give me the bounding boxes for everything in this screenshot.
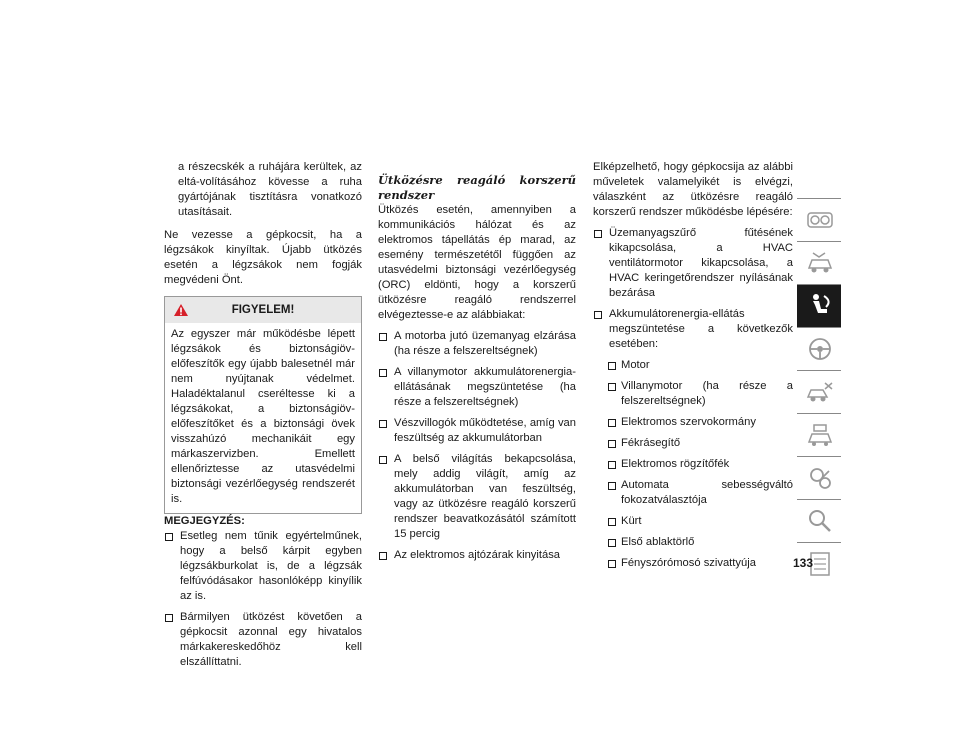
checkbox-bullet-icon [608,461,616,469]
sub-list-item: Automata sebességváltó fokozatválasztója [593,478,793,508]
car-crash-icon [805,377,835,407]
list-item: Akkumulátorenergia-ellátás megszüntetése a következők esetében: [593,307,793,352]
checkbox-bullet-icon [594,311,602,319]
list-item: Vészvillogók működtetése, amíg van feszültség az akkumulátorban [378,416,576,446]
checkbox-bullet-icon [594,230,602,238]
column-middle [378,173,576,563]
sub-list-item: Fékrásegítő [593,436,793,451]
car-dashboard-icon [805,205,835,235]
sub-list-item: Villanymotor (ha része a felszereltségnek) [593,379,793,409]
checkbox-bullet-icon [608,362,616,370]
checkbox-bullet-icon [608,482,616,490]
list-item: Bármilyen ütközést követően a gépkocsit azonnal egy hivatalos márkakereskedőhöz kell elszállíttatni. [164,610,362,670]
checkbox-bullet-icon [165,533,173,541]
checkbox-bullet-icon [608,539,616,547]
list-item: A motorba jutó üzemanyag elzárása (ha része a felszereltségnek) [378,329,576,359]
warning-text: Az egyszer már működésbe lépett légzsákok és biztonságiöv-előfeszítők egy újabb balesetnél már nem nyújtanak védelmet. Haladéktalanul cseréltesse ki a légzsákokat, a biztonságiöv-előfeszítőket és a biztonsági övek visszahúzó mechanikáit egy márkaszervizben. Emellett ellenőriztesse az utasvédelmi biztonsági vezérlőegység rendszerét is. [171,328,355,505]
section-heading: Ütközésre reagáló korszerű rendszer [378,173,576,202]
checkbox-bullet-icon [608,518,616,526]
tab-technical[interactable] [797,456,841,499]
tab-dashboard[interactable] [797,198,841,241]
list-item: Üzemanyagszűrő fűtésének kikapcsolása, a HVAC ventilátormotor kikapcsolása, a HVAC keringetőrendszer nyílásának bezárása [593,226,793,301]
tools-icon [805,463,835,493]
steering-wheel-icon [805,334,835,364]
warning-triangle-icon [173,303,189,317]
list-item: A villanymotor akkumulátorenergia-ellátásának megszüntetése (ha része a felszereltségnek) [378,365,576,410]
checkbox-bullet-icon [379,552,387,560]
checkbox-bullet-icon [379,456,387,464]
checkbox-bullet-icon [165,614,173,622]
column-left [164,160,362,670]
tab-safety[interactable] [797,284,841,327]
notes-heading: MEGJEGYZÉS: [164,515,245,527]
intro-paragraph: Elképzelhető, hogy gépkocsija az alábbi műveletek valamelyikét is elvégzi, válaszként az ütközésre reagáló korszerű rendszer működésbe lépésére: [593,161,793,218]
tab-emergency[interactable] [797,370,841,413]
list-item: A belső világítás bekapcsolása, mely addig világít, amíg az akkumulátorban van feszültség, vagy az ütközésre reagáló korszerű rendszer beavatkozásától számított 15 percig [378,452,576,542]
sub-list-item: Első ablaktörlő [593,535,793,550]
service-car-icon [805,420,835,450]
warning-header [165,297,361,323]
tab-car-info[interactable] [797,241,841,284]
checkbox-bullet-icon [608,440,616,448]
column-right [593,160,793,571]
sub-list-item: Elektromos rögzítőfék [593,457,793,472]
paragraph-continuation: a részecskék a ruhájára kerültek, az eltá-volításához kövesse a ruha gyártójának tisztításra vonatkozó utasításait. [178,161,362,218]
sub-list-item: Kürt [593,514,793,529]
sub-list-item: Fényszórómosó szivattyúja [593,556,793,571]
list-item: Esetleg nem tűnik egyértelműnek, hogy a belső kárpit egyben légzsákburkolat is, de a légzsák felfúvódásakor hasonlóképp kinyílik az is. [164,529,362,604]
list-item: Az elektromos ajtózárak kinyitása [378,548,576,563]
tab-service[interactable] [797,413,841,456]
search-icon [805,506,835,536]
sub-list-item: Motor [593,358,793,373]
warning-box [164,296,362,514]
car-info-icon [805,248,835,278]
paragraph-do-not-drive: Ne vezesse a gépkocsit, ha a légzsákok kinyíltak. Újabb ütközés esetén a légzsákok nem fogják megvédeni Önt. [164,229,362,286]
checkbox-bullet-icon [379,333,387,341]
sub-list-item: Elektromos szervokormány [593,415,793,430]
warning-title: FIGYELEM! [231,304,295,316]
checkbox-bullet-icon [608,560,616,568]
tab-search[interactable] [797,499,841,542]
intro-paragraph: Ütközés esetén, amennyiben a kommunikációs hálózat és az elektromos tápellátás ép marad, az esemény természetétől függően az utasvédelmi biztonsági vezérlőegység (ORC) eldönti, hogy a korszerű ütközésre reagáló rendszerrel elvégeztesse-e az alábbiakat: [378,204,576,321]
tab-driving[interactable] [797,327,841,370]
checkbox-bullet-icon [608,419,616,427]
chapter-tabs [797,198,841,585]
checkbox-bullet-icon [379,420,387,428]
airbag-seat-icon [805,291,835,321]
checkbox-bullet-icon [608,383,616,391]
checkbox-bullet-icon [379,369,387,377]
page-number: 133 [793,556,814,570]
